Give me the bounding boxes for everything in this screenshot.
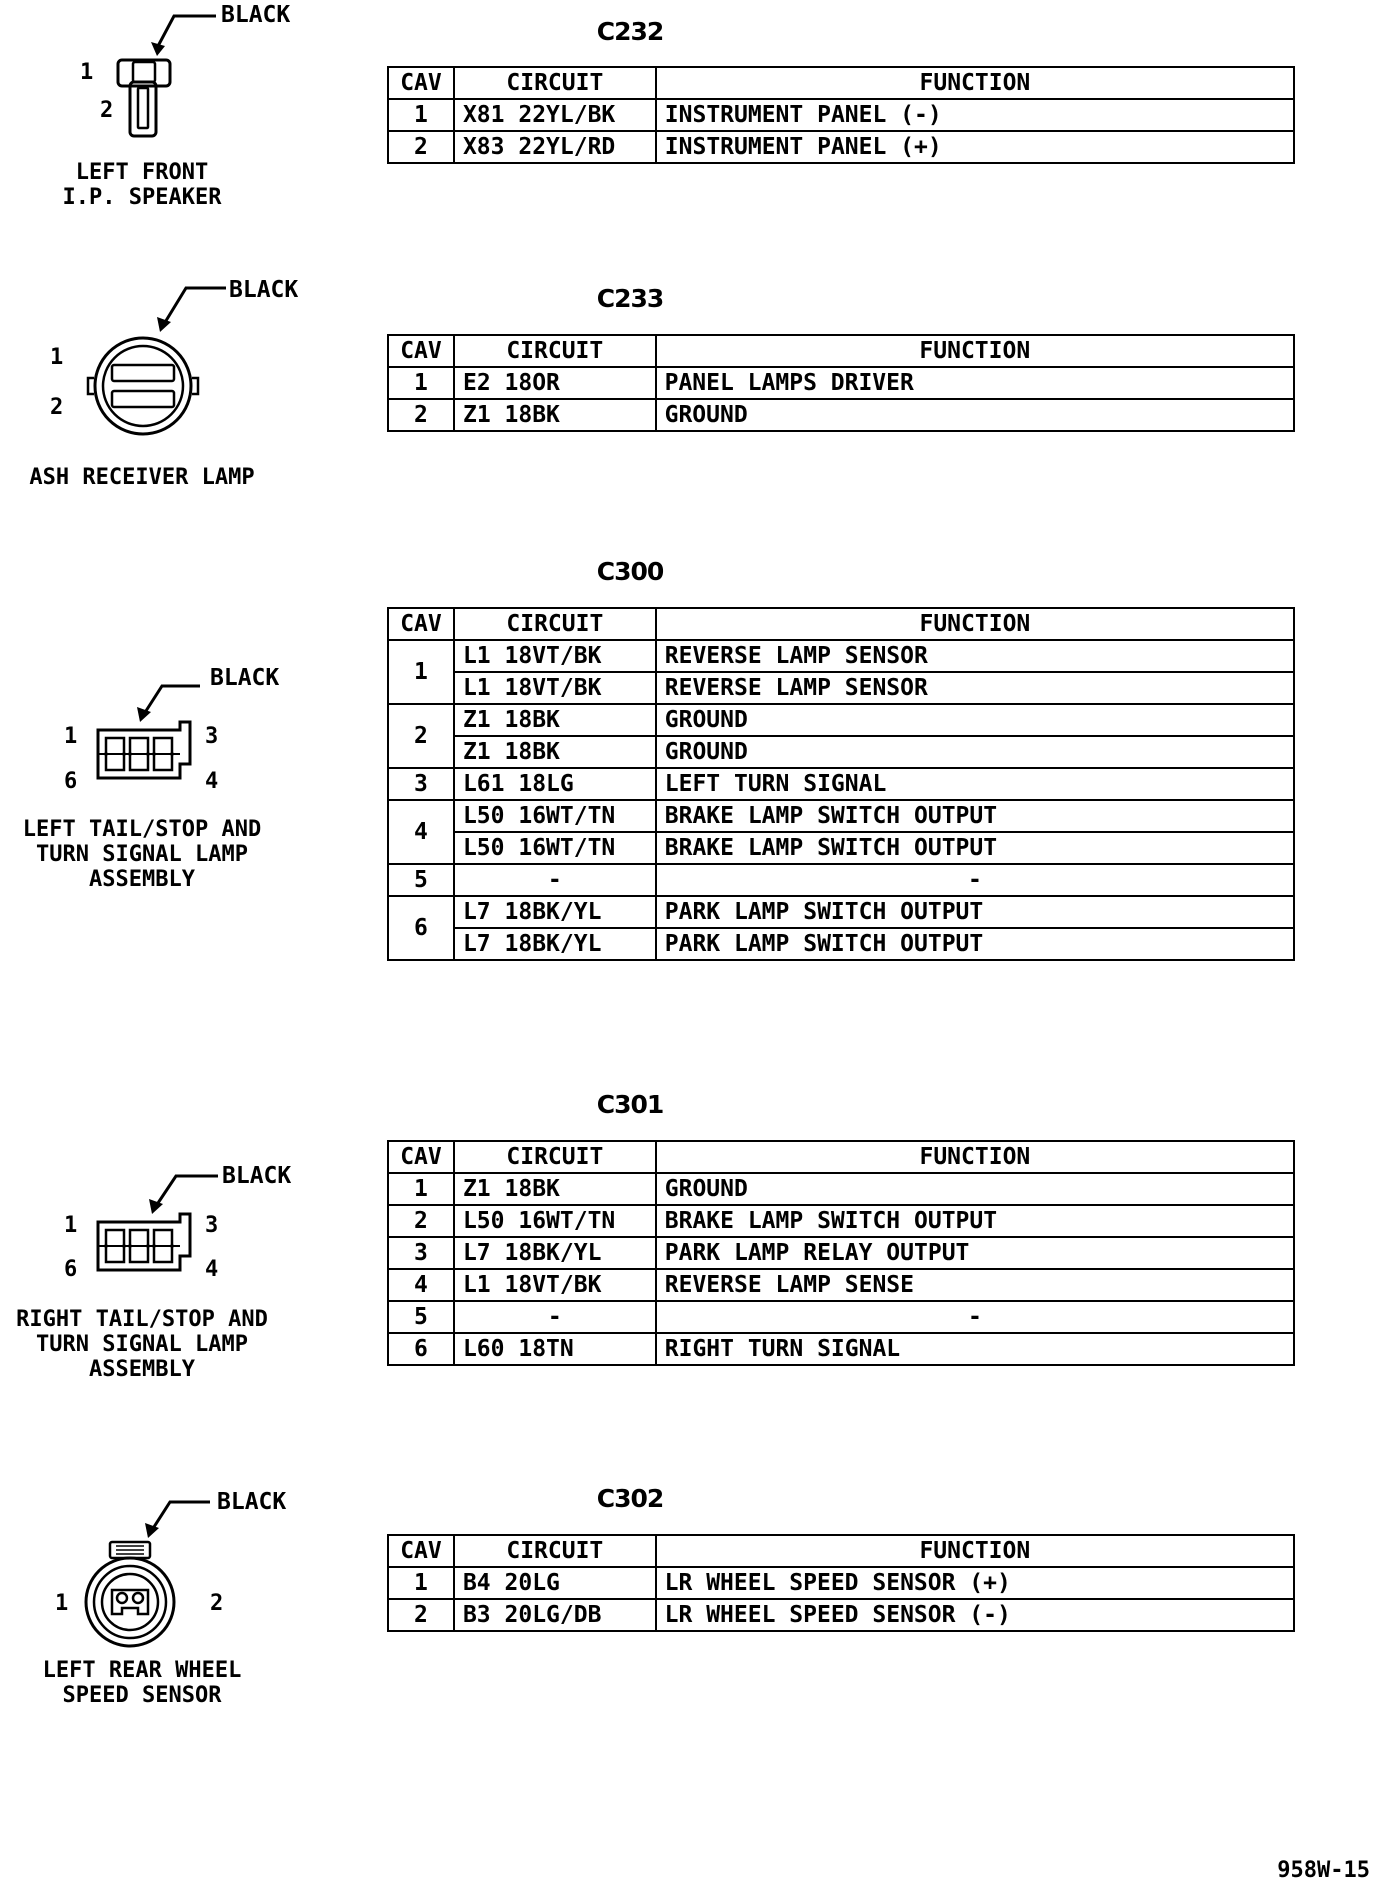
pin-label: 2: [100, 98, 114, 123]
connector-table: [387, 607, 1295, 961]
cav-cell: 1: [388, 1173, 454, 1205]
pin-label: 1: [50, 345, 64, 370]
circuit-cell: Z1 18BK: [454, 704, 656, 736]
circuit-cell: -: [454, 864, 656, 896]
cav-cell: 4: [388, 800, 454, 864]
function-cell: INSTRUMENT PANEL (-): [656, 99, 1294, 131]
function-cell: LR WHEEL SPEED SENSOR (-): [656, 1599, 1294, 1631]
header-cav: CAV: [388, 67, 454, 99]
circuit-cell: L50 16WT/TN: [454, 1205, 656, 1237]
circuit-cell: Z1 18BK: [454, 1173, 656, 1205]
header-cav: CAV: [388, 1535, 454, 1567]
circuit-cell: Z1 18BK: [454, 399, 656, 431]
table-row: [388, 131, 1294, 163]
table-row: [388, 896, 1294, 928]
circuit-cell: B4 20LG: [454, 1567, 656, 1599]
pin-label: 6: [64, 1257, 78, 1282]
table-row: [388, 367, 1294, 399]
table-header-row: [388, 67, 1294, 99]
component-name: SPEED SENSOR: [62, 1683, 222, 1708]
table-row: [388, 1237, 1294, 1269]
pin-label: 3: [205, 724, 219, 749]
wire-color-label: BLACK: [229, 277, 299, 303]
header-cav: CAV: [388, 335, 454, 367]
table-row: [388, 1567, 1294, 1599]
table-row: [388, 672, 1294, 704]
cav-cell: 4: [388, 1269, 454, 1301]
speed-sensor-connector-icon: [80, 1490, 230, 1660]
function-cell: -: [656, 1301, 1294, 1333]
component-name: ASSEMBLY: [89, 1357, 195, 1382]
table-row: [388, 1269, 1294, 1301]
circuit-cell: Z1 18BK: [454, 736, 656, 768]
circuit-cell: L7 18BK/YL: [454, 1237, 656, 1269]
connector-id: C302: [596, 1484, 664, 1513]
header-cav: CAV: [388, 608, 454, 640]
table-row: [388, 864, 1294, 896]
header-circuit: CIRCUIT: [454, 67, 656, 99]
component-name: TURN SIGNAL LAMP: [36, 1332, 248, 1357]
circuit-cell: E2 18OR: [454, 367, 656, 399]
circuit-cell: L61 18LG: [454, 768, 656, 800]
circuit-cell: -: [454, 1301, 656, 1333]
wire-color-label: BLACK: [217, 1489, 287, 1515]
header-function: FUNCTION: [656, 335, 1294, 367]
component-name: LEFT TAIL/STOP AND: [22, 817, 262, 842]
table-row: [388, 640, 1294, 672]
table-row: [388, 1301, 1294, 1333]
function-cell: REVERSE LAMP SENSOR: [656, 672, 1294, 704]
speaker-connector-icon: [110, 8, 250, 148]
circuit-cell: L1 18VT/BK: [454, 640, 656, 672]
pin-label: 1: [64, 1213, 78, 1238]
table-row: [388, 928, 1294, 960]
circuit-cell: L50 16WT/TN: [454, 800, 656, 832]
cav-cell: 2: [388, 131, 454, 163]
table-header-row: [388, 335, 1294, 367]
connector-table: [387, 334, 1295, 432]
pin-label: 2: [50, 395, 64, 420]
function-cell: LEFT TURN SIGNAL: [656, 768, 1294, 800]
pin-label: 1: [80, 60, 94, 85]
function-cell: PARK LAMP RELAY OUTPUT: [656, 1237, 1294, 1269]
component-name: TURN SIGNAL LAMP: [36, 842, 248, 867]
function-cell: GROUND: [656, 704, 1294, 736]
cav-cell: 2: [388, 1205, 454, 1237]
circuit-cell: L7 18BK/YL: [454, 896, 656, 928]
table-row: [388, 704, 1294, 736]
table-row: [388, 1599, 1294, 1631]
table-row: [388, 1173, 1294, 1205]
table-row: [388, 399, 1294, 431]
table-row: [388, 768, 1294, 800]
circuit-cell: L1 18VT/BK: [454, 1269, 656, 1301]
function-cell: BRAKE LAMP SWITCH OUTPUT: [656, 1205, 1294, 1237]
connector-table: [387, 1140, 1295, 1366]
circuit-cell: X83 22YL/RD: [454, 131, 656, 163]
function-cell: PARK LAMP SWITCH OUTPUT: [656, 928, 1294, 960]
cav-cell: 6: [388, 896, 454, 960]
table-header-row: [388, 608, 1294, 640]
cav-cell: 2: [388, 704, 454, 768]
function-cell: LR WHEEL SPEED SENSOR (+): [656, 1567, 1294, 1599]
circuit-cell: B3 20LG/DB: [454, 1599, 656, 1631]
pin-label: 1: [55, 1591, 69, 1616]
figure-id: 958W-15: [1277, 1858, 1370, 1883]
wire-color-label: BLACK: [210, 665, 280, 691]
connector-id: C232: [596, 17, 664, 46]
connector-id: C301: [596, 1090, 664, 1119]
header-function: FUNCTION: [656, 67, 1294, 99]
header-circuit: CIRCUIT: [454, 1535, 656, 1567]
table-row: [388, 736, 1294, 768]
function-cell: PARK LAMP SWITCH OUTPUT: [656, 896, 1294, 928]
component-name: ASH RECEIVER LAMP: [29, 465, 255, 490]
circuit-cell: L60 18TN: [454, 1333, 656, 1365]
cav-cell: 3: [388, 768, 454, 800]
pin-label: 3: [205, 1213, 219, 1238]
cav-cell: 1: [388, 1567, 454, 1599]
function-cell: -: [656, 864, 1294, 896]
wire-color-label: BLACK: [222, 1163, 292, 1189]
header-function: FUNCTION: [656, 608, 1294, 640]
header-circuit: CIRCUIT: [454, 608, 656, 640]
header-circuit: CIRCUIT: [454, 1141, 656, 1173]
connector-table: [387, 66, 1295, 164]
connector-id: C300: [596, 557, 664, 586]
circuit-cell: L50 16WT/TN: [454, 832, 656, 864]
component-name: LEFT FRONT: [75, 160, 209, 185]
header-function: FUNCTION: [656, 1535, 1294, 1567]
cav-cell: 1: [388, 640, 454, 704]
table-header-row: [388, 1141, 1294, 1173]
wire-color-label: BLACK: [221, 2, 291, 28]
pin-label: 2: [210, 1591, 224, 1616]
function-cell: PANEL LAMPS DRIVER: [656, 367, 1294, 399]
connector-table: [387, 1534, 1295, 1632]
cav-cell: 3: [388, 1237, 454, 1269]
function-cell: REVERSE LAMP SENSOR: [656, 640, 1294, 672]
component-name: RIGHT TAIL/STOP AND: [16, 1307, 268, 1332]
table-row: [388, 99, 1294, 131]
cav-cell: 2: [388, 1599, 454, 1631]
header-circuit: CIRCUIT: [454, 335, 656, 367]
component-name: ASSEMBLY: [89, 867, 195, 892]
function-cell: INSTRUMENT PANEL (+): [656, 131, 1294, 163]
table-row: [388, 1333, 1294, 1365]
cav-cell: 6: [388, 1333, 454, 1365]
function-cell: RIGHT TURN SIGNAL: [656, 1333, 1294, 1365]
table-header-row: [388, 1535, 1294, 1567]
six-pin-connector-icon: [90, 1164, 220, 1304]
cav-cell: 1: [388, 367, 454, 399]
pin-label: 4: [205, 1257, 219, 1282]
function-cell: BRAKE LAMP SWITCH OUTPUT: [656, 832, 1294, 864]
round-connector-icon: [80, 280, 230, 440]
cav-cell: 5: [388, 864, 454, 896]
cav-cell: 1: [388, 99, 454, 131]
function-cell: GROUND: [656, 1173, 1294, 1205]
connector-id: C233: [596, 284, 664, 313]
circuit-cell: X81 22YL/BK: [454, 99, 656, 131]
table-row: [388, 832, 1294, 864]
pin-label: 4: [205, 769, 219, 794]
pin-label: 1: [64, 724, 78, 749]
table-row: [388, 800, 1294, 832]
function-cell: BRAKE LAMP SWITCH OUTPUT: [656, 800, 1294, 832]
function-cell: GROUND: [656, 399, 1294, 431]
pin-label: 6: [64, 769, 78, 794]
circuit-cell: L7 18BK/YL: [454, 928, 656, 960]
component-name: LEFT REAR WHEEL: [42, 1658, 242, 1683]
six-pin-connector-icon: [90, 666, 220, 806]
function-cell: REVERSE LAMP SENSE: [656, 1269, 1294, 1301]
circuit-cell: L1 18VT/BK: [454, 672, 656, 704]
header-cav: CAV: [388, 1141, 454, 1173]
cav-cell: 2: [388, 399, 454, 431]
function-cell: GROUND: [656, 736, 1294, 768]
cav-cell: 5: [388, 1301, 454, 1333]
table-row: [388, 1205, 1294, 1237]
component-name: I.P. SPEAKER: [62, 185, 222, 210]
header-function: FUNCTION: [656, 1141, 1294, 1173]
